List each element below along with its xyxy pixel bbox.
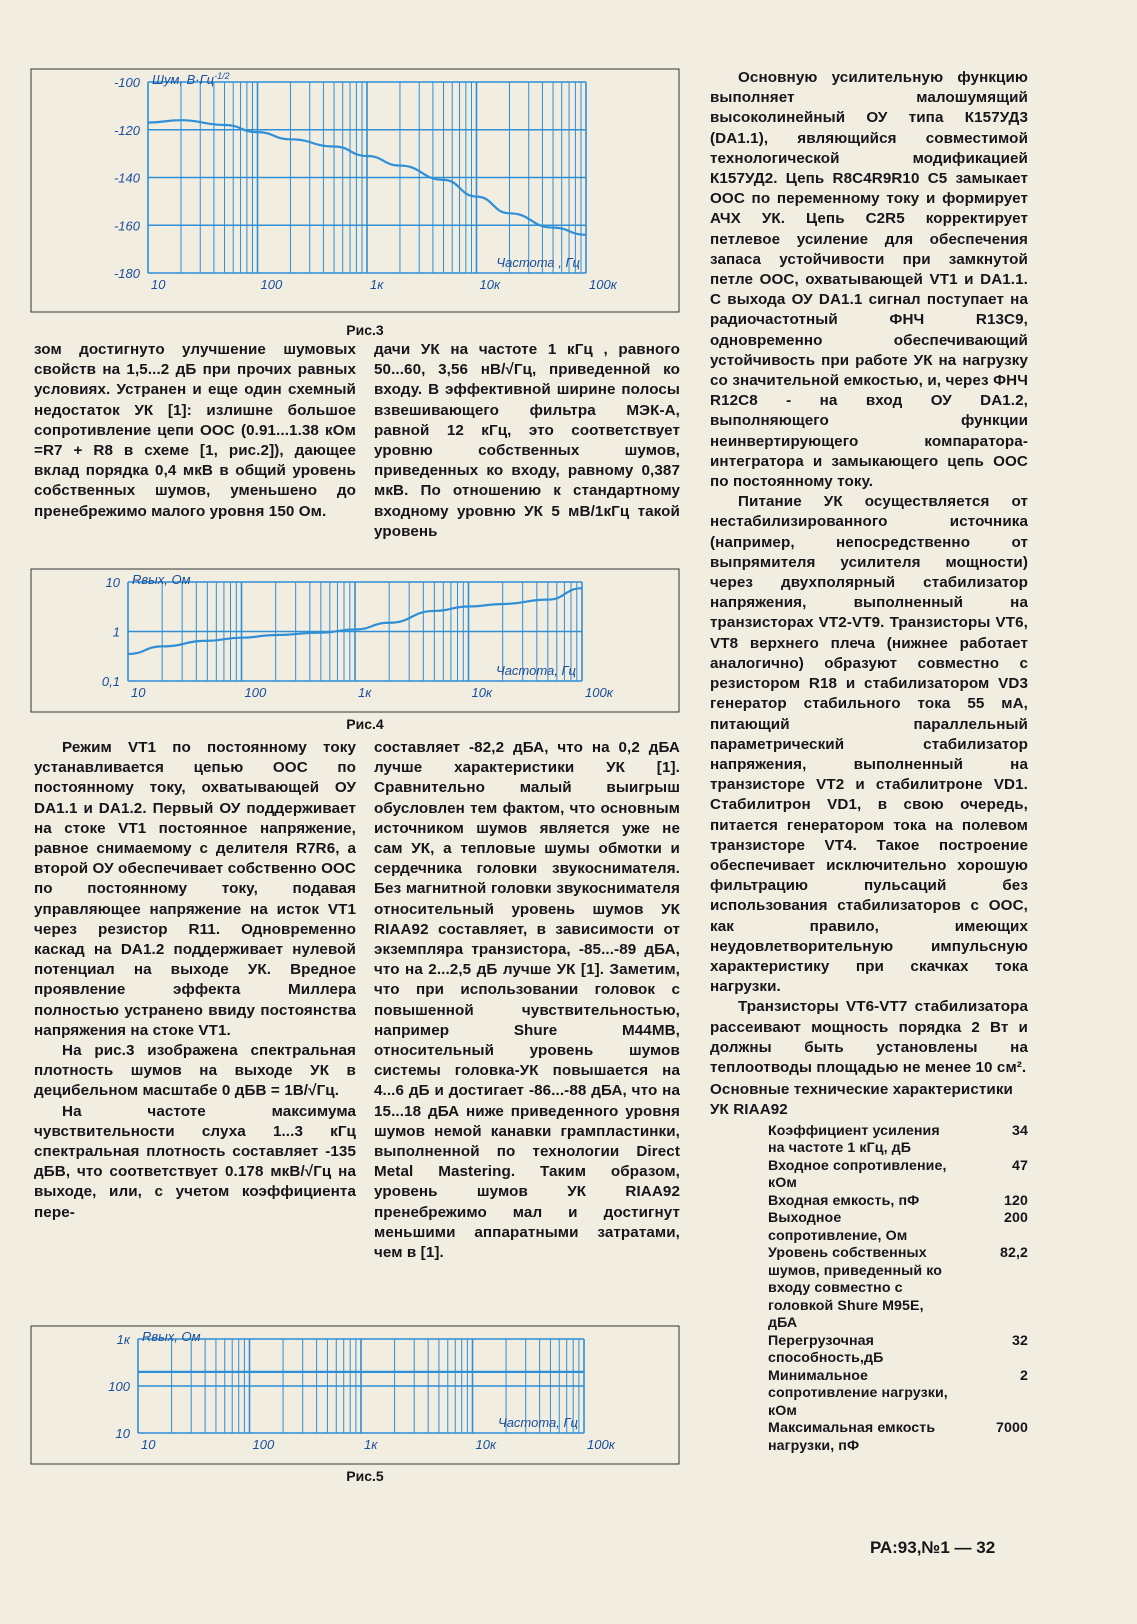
fig5-caption: Рис.5	[346, 1468, 384, 1484]
fig5-chart	[30, 1325, 680, 1465]
spec-row	[768, 1193, 1028, 1211]
figure-4	[30, 568, 680, 713]
y-tick-label: 100	[108, 1379, 130, 1394]
x-tick-label: 10	[151, 277, 166, 292]
y-tick-label: -120	[113, 122, 140, 138]
spec-value: 82,2	[999, 1245, 1028, 1262]
spec-row	[768, 1123, 1028, 1158]
col3-paragraph-1: Основную усилительную функцию выполняет малошумящий высоколинейный ОУ типа К157УД3 (DA1.1), являющийся совместимой технологической модификацией К157УД2. Цепь R8C4R9R10 C5 замыкает ООС по переменному току и формирует АЧХ УК. Цепь C2R5 корректирует петлевое усиление для обеспечения запаса устойчивости при замкнутой петле ООС, охватывающей VT1 и DA1.1. С выхода ОУ DA1.1 сигнал поступает на радиочастотный ФНЧ R13C9, одновременно обеспечивающий устойчивость при работе УК на нагрузку со значительной емкостью, и, через ФНЧ R12C8 - на вход ОУ DA1.2, выполняющего функции неинвертирующего компаратора-интегратора и замыкающего цепь ООС по постоянному току.	[710, 69, 1028, 491]
x-axis-label: Частота, Гц	[497, 1415, 578, 1430]
col1-paragraph-1: Режим VT1 по постоянному току устанавливается цепью ООС по постоянному току, охватывающей ОУ DA1.1 и DA1.2. Первый ОУ поддерживает на стоке VT1 постоянное напряжение, равное снимаемому с делителя R7R6, а второй ОУ обеспечивает собственно ООС по постоянному току, подавая управляющее напряжение на исток VT1 через резистор R11. Одновременно каскад на DA1.2 поддерживает нулевой потенциал на выходе УК. Вредное проявление эффекта Миллера полностью устранено ввиду постоянства напряжения на стоке VT1.	[34, 739, 356, 1039]
spec-name: Минимальное сопротивление нагрузки, кОм	[768, 1367, 948, 1419]
x-tick-label: 1к	[370, 277, 384, 292]
y-tick-label: 10	[115, 1426, 130, 1441]
x-tick-label: 10к	[479, 277, 501, 292]
col2-top-paragraph: дачи УК на частоте 1 кГц , равного 50...60, 3,56 нВ/√Гц, приведенной ко входу. В эффективной ширине полосы взвешивающего фильтра МЭК-А, равной 12 кГц, это соответствует уровню собственных шумов, приведенных ко входу, равному 0,387 мкВ. По отношению к стандартному входному уровню УК 5 мВ/1кГц такой уровень	[374, 341, 680, 540]
fig4-caption: Рис.4	[346, 716, 384, 732]
spec-name: Уровень собственных шумов, приведенный ко входу совместно с головкой Shure M95E, дБА	[768, 1245, 942, 1332]
x-tick-label: 1к	[358, 685, 372, 700]
col2-bottom	[374, 738, 680, 1263]
figure-3	[30, 68, 680, 313]
col2-top	[374, 340, 680, 542]
specs-table	[710, 1123, 1028, 1456]
spec-row	[768, 1420, 1028, 1455]
y-axis-label: Rвых, Ом	[142, 1329, 201, 1344]
x-axis-label: Частота, Гц	[495, 663, 576, 678]
col3-paragraph-3: Транзисторы VT6-VT7 стабилизатора рассеивают мощность порядка 2 Вт и должны быть установлены на теплоотводы площадью не менее 10 см².	[710, 998, 1028, 1076]
spec-value: 7000	[996, 1420, 1028, 1437]
col1-bottom	[34, 738, 356, 1223]
spec-name: Перегрузочная способность,дБ	[768, 1332, 884, 1367]
col1-top	[34, 340, 356, 522]
spec-value: 34	[1012, 1122, 1028, 1139]
spec-name: Максимальная емкость нагрузки, пФ	[768, 1420, 936, 1454]
x-axis-label: Частота , Гц	[496, 255, 580, 270]
x-tick-label: 1к	[364, 1437, 378, 1452]
x-tick-label: 10	[131, 685, 146, 700]
spec-name: Входная емкость, пФ	[768, 1192, 920, 1209]
y-axis-label: Шум, $В\cdot Гц^{-1/2}$	[152, 71, 230, 87]
spec-name: Входное сопротивление, кОм	[768, 1157, 947, 1192]
col2-bottom-paragraph: составляет -82,2 дБА, что на 0,2 дБА лучше характеристики УК [1]. Сравнительно малый выигрыш обусловлен тем фактом, что основным источником шумов является уже не сам УК, а тепловые шумы обмотки и сердечника головки звукоснимателя. Без магнитной головки звукоснимателя относительный уровень шумов УК RIAA92 составляет, в зависимости от экземпляра транзистора, -85...-89 дБА, что на 2...2,5 дБ лучше УК [1]. Заметим, что при использовании головок с повышенной чувствительностью, например Shure M44MB, относительный уровень шумов системы головка-УК повышается на 4...6 дБ и достигает -86...-88 дБА, что на 15...18 дБА ниже приведенного уровня шумов немой канавки грампластинки, выполненной по технологии Direct Metal Mastering. Таким образом, уровень шумов УК RIAA92 пренебрежимо мал и достигнут меньшими аппаратными затратами, чем в [1].	[374, 739, 680, 1262]
y-axis-label: Rвых, Ом	[132, 572, 191, 587]
x-tick-label: 10к	[471, 685, 493, 700]
y-tick-label: 0,1	[101, 674, 120, 689]
y-tick-label: -140	[113, 170, 140, 186]
y-tick-label: 1	[112, 624, 120, 640]
y-tick-label: -100	[113, 75, 140, 90]
x-tick-label: 100к	[585, 685, 613, 700]
col1-paragraph-2: На рис.3 изображена спектральная плотность шумов на выходе УК в децибельном масштабе 0 дБВ = 1В/√Гц.	[34, 1042, 356, 1100]
col3	[710, 68, 1028, 1455]
spec-name: Коэффициент усиления на частоте 1 кГц, дБ	[768, 1122, 940, 1157]
col3-paragraph-2: Питание УК осуществляется от нестабилизированного источника (например, непосредственно от выпрямителя усилителя мощности) через двухполярный стабилизатор напряжения, выполненный на транзисторах VT2-VT9. Транзисторы VT6, VT8 верхнего плеча (нижнее работает аналогично) образуют совместно с резистором R18 и стабилизатором VD3 генератор стабильного тока 55 мА, питающий параллельный параметрический стабилизатор напряжения, выполненный на транзисторе VT2 и стабилитроне VD1. Стабилитрон VD1, в свою очередь, питается генератором тока на полевом транзисторе VT4. Такое построение обеспечивает исключительно хорошую фильтрацию пульсаций без использования стабилизаторов с ООС, как правило, имеющих неудовлетворительную импульсную характеристику при скачках тока нагрузки.	[710, 493, 1028, 996]
col1-top-paragraph: зом достигнуто улучшение шумовых свойств на 1,5...2 дБ при прочих равных условиях. Устранен и еще один схемный недостаток УК [1]: излишне большое сопротивление цепи ООС (0.91...1.38 кОм =R7 + R8 в схеме [1, рис.2]), дающее вклад порядка 0,4 мкВ в общий уровень собственных шумов, уменьшено до пренебрежимо малого уровня 150 Ом.	[34, 341, 356, 520]
fig3-chart	[30, 68, 680, 313]
x-tick-label: 10	[141, 1437, 156, 1452]
spec-value: 2	[1020, 1367, 1028, 1384]
spec-row	[768, 1245, 1028, 1333]
x-tick-label: 100к	[589, 277, 617, 292]
x-tick-label: 100к	[587, 1437, 615, 1452]
y-tick-label: 1к	[116, 1332, 130, 1347]
x-tick-label: 100	[260, 277, 283, 292]
spec-row	[768, 1368, 1028, 1421]
figure-5	[30, 1325, 680, 1465]
col1-paragraph-3: На частоте максимума чувствительности слуха 1...3 кГц спектральная плотность составляет -135 дБВ, что соответствует 0.178 мкВ/√Гц на выходе, или, с учетом коэффициента пере-	[34, 1102, 356, 1221]
x-tick-label: 100	[244, 685, 267, 700]
spec-value: 32	[1012, 1332, 1028, 1349]
fig4-chart	[30, 568, 680, 713]
specs-title: Основные технические характеристики УК RIAA92	[710, 1081, 1013, 1119]
spec-value: 47	[1012, 1157, 1028, 1174]
spec-row	[768, 1210, 1028, 1245]
spec-value: 120	[1004, 1192, 1028, 1209]
y-tick-label: 10	[105, 575, 120, 590]
spec-name: Выходное сопротивление, Ом	[768, 1210, 908, 1244]
spec-row	[768, 1333, 1028, 1368]
y-tick-label: -180	[113, 266, 140, 281]
x-tick-label: 10к	[475, 1437, 497, 1452]
spec-row	[768, 1158, 1028, 1193]
spec-value: 200	[1004, 1210, 1028, 1227]
x-tick-label: 100	[252, 1437, 275, 1452]
fig3-caption: Рис.3	[346, 322, 384, 338]
y-tick-label: -160	[113, 218, 140, 234]
page-footer: РА:93,№1 — 32	[870, 1538, 996, 1557]
